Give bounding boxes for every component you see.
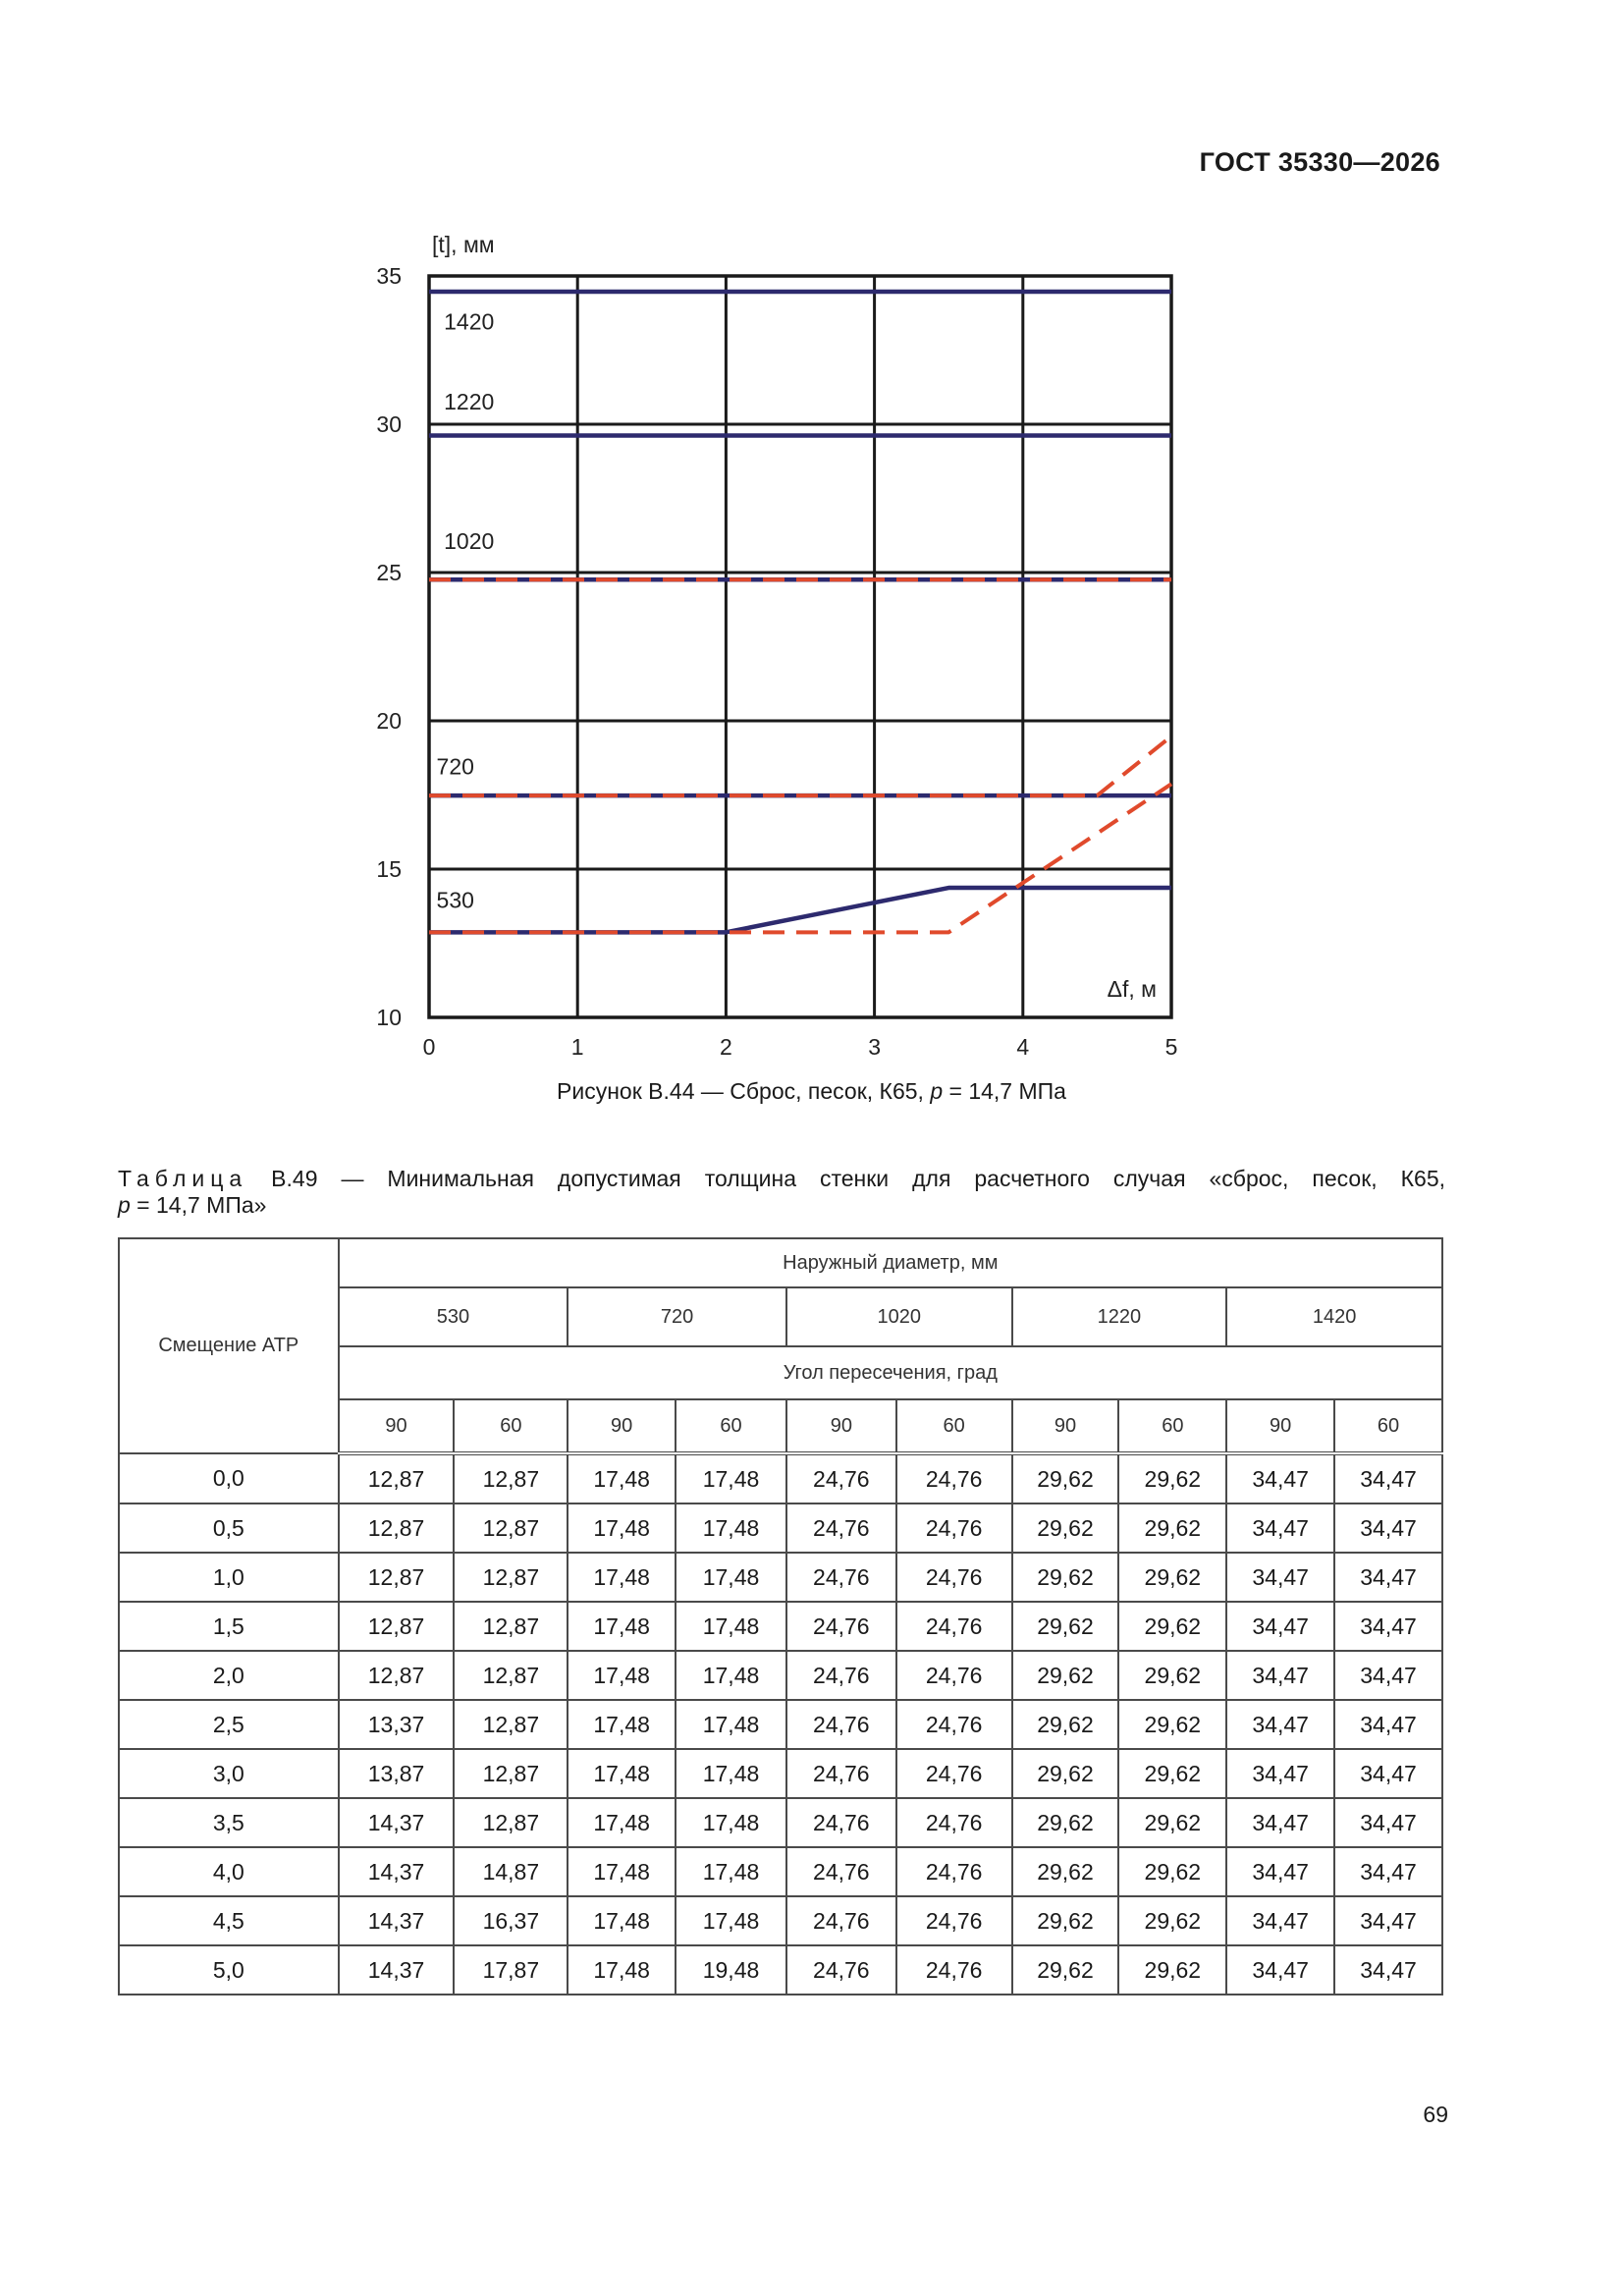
- y-tick-label: 20: [376, 708, 402, 734]
- thickness-cell: 12,87: [454, 1651, 568, 1700]
- thickness-cell: 29,62: [1012, 1847, 1119, 1896]
- thickness-cell: 24,76: [786, 1945, 896, 1995]
- line-label: 1420: [444, 308, 495, 335]
- angle-col-header: 90: [1226, 1399, 1334, 1453]
- thickness-cell: 24,76: [786, 1651, 896, 1700]
- thickness-cell: 12,87: [454, 1503, 568, 1553]
- thickness-cell: 29,62: [1118, 1553, 1226, 1602]
- page-number: 69: [1423, 2102, 1448, 2127]
- x-tick-label: 4: [1016, 1034, 1030, 1060]
- thickness-cell: 16,37: [454, 1896, 568, 1945]
- row-header: Смещение АТР: [119, 1238, 339, 1453]
- thickness-cell: 34,47: [1334, 1896, 1442, 1945]
- thickness-cell: 12,87: [454, 1749, 568, 1798]
- thickness-cell: 34,47: [1226, 1896, 1334, 1945]
- angle-col-header: 90: [786, 1399, 896, 1453]
- thickness-cell: 12,87: [454, 1798, 568, 1847]
- angle-col-header: 60: [676, 1399, 786, 1453]
- thickness-cell: 17,48: [568, 1553, 676, 1602]
- x-tick-label: 5: [1164, 1034, 1178, 1060]
- table-title-line2: [118, 1192, 1445, 1219]
- thickness-cell: 17,48: [568, 1945, 676, 1995]
- thickness-cell: 17,48: [676, 1453, 786, 1503]
- figure-caption: [0, 1078, 1623, 1105]
- thickness-cell: 24,76: [896, 1847, 1012, 1896]
- thickness-cell: 34,47: [1226, 1553, 1334, 1602]
- thickness-cell: 34,47: [1334, 1651, 1442, 1700]
- thickness-cell: 24,76: [786, 1503, 896, 1553]
- thickness-cell: 17,48: [676, 1553, 786, 1602]
- line-label: 720: [436, 753, 474, 780]
- offset-cell: 2,0: [119, 1651, 339, 1700]
- thickness-cell: 17,48: [676, 1700, 786, 1749]
- thickness-cell: 17,48: [676, 1651, 786, 1700]
- thickness-cell: 24,76: [896, 1453, 1012, 1503]
- thickness-cell: 34,47: [1334, 1847, 1442, 1896]
- table-row: [119, 1651, 1442, 1700]
- y-tick-label: 35: [376, 263, 402, 289]
- table-row: [119, 1602, 1442, 1651]
- line-label: 1220: [444, 388, 495, 414]
- thickness-cell: 29,62: [1012, 1602, 1119, 1651]
- thickness-cell: 29,62: [1012, 1503, 1119, 1553]
- thickness-cell: 14,37: [339, 1798, 455, 1847]
- thickness-cell: 34,47: [1334, 1749, 1442, 1798]
- thickness-cell: 17,48: [676, 1847, 786, 1896]
- thickness-cell: 24,76: [896, 1602, 1012, 1651]
- thickness-cell: 24,76: [896, 1945, 1012, 1995]
- diameter-col-header: 720: [568, 1287, 786, 1346]
- thickness-cell: 17,48: [568, 1453, 676, 1503]
- thickness-cell: 24,76: [896, 1553, 1012, 1602]
- thickness-cell: 34,47: [1226, 1453, 1334, 1503]
- plot-frame: [429, 276, 1171, 1017]
- x-tick-label: 2: [720, 1034, 732, 1060]
- table-row: [119, 1896, 1442, 1945]
- thickness-cell: 13,37: [339, 1700, 455, 1749]
- thickness-cell: 34,47: [1226, 1700, 1334, 1749]
- table-title-var: p: [118, 1192, 131, 1218]
- thickness-cell: 17,48: [568, 1700, 676, 1749]
- thickness-cell: 29,62: [1012, 1700, 1119, 1749]
- thickness-cell: 24,76: [786, 1896, 896, 1945]
- table-row: [119, 1700, 1442, 1749]
- thickness-cell: 24,76: [896, 1749, 1012, 1798]
- thickness-cell: 34,47: [1226, 1602, 1334, 1651]
- offset-cell: 1,5: [119, 1602, 339, 1651]
- offset-cell: 3,0: [119, 1749, 339, 1798]
- document-code: ГОСТ 35330—2026: [1199, 147, 1440, 177]
- thickness-cell: 12,87: [339, 1553, 455, 1602]
- offset-cell: 5,0: [119, 1945, 339, 1995]
- table-row: [119, 1503, 1442, 1553]
- thickness-cell: 24,76: [786, 1602, 896, 1651]
- thickness-cell: 29,62: [1118, 1798, 1226, 1847]
- diameter-header: Наружный диаметр, мм: [339, 1238, 1442, 1287]
- series-line-720-60: [429, 737, 1171, 795]
- caption-suffix: = 14,7 МПа: [943, 1078, 1066, 1104]
- table-row: [119, 1749, 1442, 1798]
- thickness-cell: 29,62: [1012, 1945, 1119, 1995]
- x-tick-label: 3: [868, 1034, 881, 1060]
- thickness-cell: 29,62: [1118, 1847, 1226, 1896]
- thickness-cell: 12,87: [339, 1503, 455, 1553]
- angle-col-header: 60: [1118, 1399, 1226, 1453]
- thickness-cell: 34,47: [1334, 1700, 1442, 1749]
- diameter-col-header: 1220: [1012, 1287, 1227, 1346]
- thickness-cell: 12,87: [454, 1700, 568, 1749]
- thickness-cell: 14,37: [339, 1847, 455, 1896]
- thickness-cell: 12,87: [339, 1453, 455, 1503]
- thickness-cell: 17,48: [676, 1602, 786, 1651]
- thickness-cell: 17,48: [676, 1798, 786, 1847]
- thickness-cell: 24,76: [786, 1798, 896, 1847]
- x-tick-label: 0: [422, 1034, 436, 1060]
- y-tick-label: 30: [376, 411, 402, 437]
- thickness-cell: 12,87: [339, 1651, 455, 1700]
- thickness-cell: 34,47: [1334, 1503, 1442, 1553]
- table-row: [119, 1553, 1442, 1602]
- thickness-cell: 17,48: [676, 1503, 786, 1553]
- thickness-cell: 17,48: [676, 1749, 786, 1798]
- y-axis-label: [t], мм: [432, 232, 495, 257]
- thickness-cell: 29,62: [1118, 1651, 1226, 1700]
- thickness-cell: 24,76: [896, 1651, 1012, 1700]
- thickness-cell: 14,87: [454, 1847, 568, 1896]
- offset-cell: 0,5: [119, 1503, 339, 1553]
- thickness-cell: 24,76: [896, 1798, 1012, 1847]
- thickness-cell: 34,47: [1226, 1847, 1334, 1896]
- thickness-cell: 12,87: [454, 1553, 568, 1602]
- thickness-cell: 24,76: [786, 1453, 896, 1503]
- angle-col-header: 90: [1012, 1399, 1119, 1453]
- line-label: 530: [436, 887, 474, 913]
- angle-col-header: 90: [568, 1399, 676, 1453]
- thickness-chart: [0, 0, 1623, 1120]
- thickness-cell: 14,37: [339, 1945, 455, 1995]
- caption-prefix: Рисунок В.44 — Сброс, песок, К65,: [557, 1078, 931, 1104]
- thickness-cell: 34,47: [1334, 1453, 1442, 1503]
- thickness-table: [118, 1237, 1443, 1995]
- thickness-cell: 29,62: [1118, 1503, 1226, 1553]
- offset-cell: 1,0: [119, 1553, 339, 1602]
- thickness-cell: 24,76: [786, 1553, 896, 1602]
- table-row: [119, 1945, 1442, 1995]
- thickness-cell: 29,62: [1012, 1896, 1119, 1945]
- thickness-cell: 14,37: [339, 1896, 455, 1945]
- caption-var: p: [930, 1078, 944, 1104]
- offset-cell: 4,0: [119, 1847, 339, 1896]
- thickness-cell: 29,62: [1118, 1602, 1226, 1651]
- y-tick-label: 15: [376, 856, 402, 882]
- diameter-col-header: 1420: [1226, 1287, 1442, 1346]
- thickness-cell: 29,62: [1118, 1700, 1226, 1749]
- thickness-cell: 29,62: [1012, 1453, 1119, 1503]
- thickness-cell: 17,48: [568, 1602, 676, 1651]
- offset-cell: 4,5: [119, 1896, 339, 1945]
- table-row: [119, 1847, 1442, 1896]
- thickness-cell: 24,76: [896, 1503, 1012, 1553]
- angle-col-header: 60: [896, 1399, 1012, 1453]
- thickness-cell: 24,76: [896, 1896, 1012, 1945]
- thickness-cell: 29,62: [1012, 1798, 1119, 1847]
- thickness-cell: 29,62: [1012, 1553, 1119, 1602]
- thickness-cell: 17,48: [568, 1749, 676, 1798]
- y-tick-label: 10: [376, 1005, 402, 1030]
- thickness-cell: 29,62: [1118, 1945, 1226, 1995]
- thickness-cell: 34,47: [1226, 1945, 1334, 1995]
- angle-col-header: 60: [454, 1399, 568, 1453]
- y-tick-label: 25: [376, 560, 402, 585]
- offset-cell: 0,0: [119, 1453, 339, 1503]
- thickness-cell: 29,62: [1118, 1896, 1226, 1945]
- thickness-cell: 13,87: [339, 1749, 455, 1798]
- thickness-cell: 12,87: [339, 1602, 455, 1651]
- thickness-cell: 34,47: [1334, 1798, 1442, 1847]
- diameter-col-header: 1020: [786, 1287, 1012, 1346]
- series-line-530-90: [429, 888, 1171, 932]
- thickness-cell: 34,47: [1334, 1553, 1442, 1602]
- line-label: 1020: [444, 527, 495, 554]
- thickness-cell: 17,48: [568, 1503, 676, 1553]
- angle-col-header: 60: [1334, 1399, 1442, 1453]
- x-tick-label: 1: [570, 1034, 584, 1060]
- thickness-cell: 29,62: [1012, 1749, 1119, 1798]
- diameter-col-header: 530: [339, 1287, 568, 1346]
- thickness-cell: 24,76: [786, 1749, 896, 1798]
- thickness-cell: 17,48: [568, 1896, 676, 1945]
- thickness-cell: 17,48: [676, 1896, 786, 1945]
- table-title: [118, 1166, 1445, 1219]
- thickness-cell: 19,48: [676, 1945, 786, 1995]
- angle-header: Угол пересечения, град: [339, 1346, 1442, 1399]
- x-axis-label: Δf, м: [1107, 976, 1157, 1002]
- thickness-cell: 24,76: [896, 1700, 1012, 1749]
- thickness-cell: 24,76: [786, 1847, 896, 1896]
- table-title-main: В.49 — Минимальная допустимая толщина стенки для расчетного случая «сброс, песок, К65,: [271, 1166, 1446, 1191]
- series-line-530-60: [429, 784, 1171, 932]
- thickness-cell: 24,76: [786, 1700, 896, 1749]
- thickness-cell: 29,62: [1118, 1749, 1226, 1798]
- thickness-cell: 17,87: [454, 1945, 568, 1995]
- table-row: [119, 1453, 1442, 1503]
- offset-cell: 3,5: [119, 1798, 339, 1847]
- thickness-cell: 12,87: [454, 1453, 568, 1503]
- table-row: [119, 1798, 1442, 1847]
- angle-col-header: 90: [339, 1399, 455, 1453]
- thickness-cell: 34,47: [1334, 1945, 1442, 1995]
- table-title-tail: = 14,7 МПа»: [130, 1192, 267, 1218]
- thickness-cell: 12,87: [454, 1602, 568, 1651]
- thickness-cell: 29,62: [1012, 1651, 1119, 1700]
- thickness-cell: 29,62: [1118, 1453, 1226, 1503]
- thickness-cell: 34,47: [1226, 1503, 1334, 1553]
- thickness-cell: 34,47: [1226, 1749, 1334, 1798]
- thickness-cell: 34,47: [1226, 1798, 1334, 1847]
- thickness-cell: 17,48: [568, 1798, 676, 1847]
- thickness-cell: 34,47: [1334, 1602, 1442, 1651]
- thickness-cell: 17,48: [568, 1651, 676, 1700]
- offset-cell: 2,5: [119, 1700, 339, 1749]
- thickness-cell: 17,48: [568, 1847, 676, 1896]
- thickness-cell: 34,47: [1226, 1651, 1334, 1700]
- table-title-word: Таблица: [118, 1166, 248, 1191]
